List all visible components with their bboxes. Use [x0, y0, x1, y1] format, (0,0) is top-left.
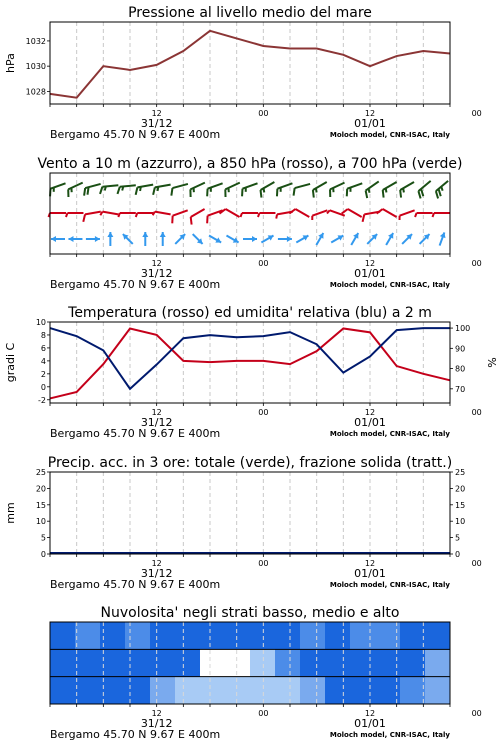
- wind-barb: [188, 209, 208, 225]
- model-credit: Moloch model, CNR-ISAC, Italy: [329, 731, 450, 739]
- wind-barb: [117, 185, 137, 194]
- cloud-cell: [175, 622, 201, 649]
- wind-barb: [240, 183, 260, 196]
- wind-barb: [82, 212, 102, 222]
- cloud-cell: [275, 622, 301, 649]
- cloud-cell: [425, 649, 451, 676]
- wind-barb: [349, 231, 361, 246]
- wind-barb: [173, 232, 187, 246]
- y-tick-label: 1028: [25, 87, 46, 97]
- y2-tick-label: 15: [455, 500, 466, 510]
- location-label: Bergamo 45.70 N 9.67 E 400m: [50, 728, 221, 741]
- wind-barb: [66, 213, 84, 217]
- date-label: 01/01: [354, 717, 386, 730]
- wind-barb: [384, 231, 396, 246]
- wind-barb: [107, 232, 113, 246]
- cloud-cell: [425, 677, 451, 704]
- cloud-cell: [350, 649, 376, 676]
- cloud-cell: [350, 622, 376, 649]
- chart-title-4: Precip. acc. in 3 ore: totale (verde), frazione solida (tratt.): [47, 455, 453, 471]
- y2-axis-label: %: [485, 357, 498, 368]
- wind-barb: [292, 184, 312, 196]
- y2-tick-label: 0: [455, 550, 461, 559]
- cloud-cell: [325, 677, 351, 704]
- x-tick-label: 00: [471, 559, 482, 568]
- wind-barb: [170, 210, 190, 223]
- date-label: 31/12: [140, 416, 173, 429]
- wind-barb: [260, 233, 275, 245]
- wind-barb: [48, 183, 68, 196]
- wind-barb: [136, 213, 154, 217]
- wind-barb: [400, 232, 414, 246]
- cloud-cell: [200, 649, 226, 676]
- cloud-cell: [400, 677, 426, 704]
- cloud-cell: [350, 677, 376, 704]
- date-label: 01/01: [354, 267, 386, 280]
- cloud-cell: [400, 649, 426, 676]
- wind-barb: [134, 185, 154, 195]
- cloud-cell: [325, 622, 351, 649]
- cloud-cell: [75, 649, 101, 676]
- date-label: 31/12: [140, 117, 173, 130]
- wind-barb: [121, 232, 135, 246]
- y2-tick-label: 20: [455, 484, 466, 494]
- x-tick-label: 00: [258, 408, 269, 417]
- y-axis-label: mm: [4, 502, 17, 524]
- cloud-cell: [250, 677, 276, 704]
- wind-barb: [223, 183, 243, 197]
- wind-barb: [416, 181, 435, 199]
- wind-barb: [49, 213, 67, 217]
- x-tick-label: 00: [258, 109, 269, 118]
- y-axis-label: hPa: [4, 53, 17, 73]
- wind-barb: [86, 236, 100, 242]
- cloud-cell: [50, 677, 76, 704]
- date-label: 01/01: [354, 567, 386, 580]
- date-label: 01/01: [354, 117, 386, 130]
- wind-barb: [327, 210, 345, 220]
- y-tick-label: 15: [35, 500, 46, 510]
- x-tick-label: 12: [364, 709, 376, 718]
- cloud-cell: [200, 677, 226, 704]
- location-label: Bergamo 45.70 N 9.67 E 400m: [50, 278, 221, 291]
- cloud-cell: [50, 649, 76, 676]
- y2-tick-label: 100: [455, 324, 471, 334]
- y-axis-label: gradi C: [4, 342, 17, 383]
- y2-tick-label: 5: [455, 533, 461, 543]
- cloud-cell: [300, 677, 326, 704]
- x-tick-label: 12: [151, 259, 162, 268]
- x-tick-label: 00: [258, 559, 269, 568]
- y2-tick-label: 25: [455, 468, 466, 477]
- cloud-cell: [125, 649, 151, 676]
- x-tick-label: 12: [151, 408, 162, 417]
- y-tick-label: 4: [40, 356, 46, 366]
- wind-barb: [188, 183, 208, 197]
- x-tick-label: 00: [471, 259, 482, 268]
- cloud-cell: [75, 622, 101, 649]
- cloud-cell: [275, 649, 301, 676]
- x-tick-label: 00: [471, 109, 482, 118]
- cloud-cell: [175, 649, 201, 676]
- wind-barb: [225, 233, 240, 245]
- wind-barb: [310, 182, 330, 198]
- cloud-cell: [250, 622, 276, 649]
- x-tick-label: 12: [364, 408, 376, 417]
- wind-barb: [314, 231, 326, 246]
- pressure-line: [50, 31, 450, 98]
- y-tick-label: 20: [35, 484, 46, 494]
- cloud-cell: [150, 622, 176, 649]
- date-label: 31/12: [140, 267, 173, 280]
- wind-barb: [363, 181, 383, 198]
- wind-barb: [258, 213, 276, 217]
- wind-barb: [311, 210, 329, 220]
- location-label: Bergamo 45.70 N 9.67 E 400m: [50, 578, 221, 591]
- x-tick-label: 12: [151, 559, 162, 568]
- wind-barb: [344, 183, 364, 196]
- y-tick-label: 25: [35, 468, 46, 477]
- wind-barb: [142, 232, 148, 246]
- chart-title-5: Nuvolosita' negli strati basso, medio e alto: [100, 605, 400, 621]
- wind-barb: [65, 183, 85, 197]
- y2-tick-label: 90: [455, 344, 466, 354]
- plot-frame: [50, 22, 450, 104]
- x-tick-label: 00: [258, 259, 269, 268]
- model-credit: Moloch model, CNR-ISAC, Italy: [329, 281, 450, 289]
- y2-tick-label: 10: [455, 517, 466, 527]
- wind-barb: [160, 232, 166, 246]
- location-label: Bergamo 45.70 N 9.67 E 400m: [50, 427, 221, 440]
- wind-barb: [241, 213, 259, 217]
- location-label: Bergamo 45.70 N 9.67 E 400m: [50, 128, 221, 141]
- cloud-cell: [400, 622, 426, 649]
- wind-barb: [243, 236, 257, 242]
- wind-barb: [170, 184, 190, 196]
- wind-barb: [433, 213, 451, 217]
- cloud-cell: [250, 649, 276, 676]
- plot-frame: [50, 322, 450, 403]
- cloud-cell: [425, 622, 451, 649]
- date-label: 01/01: [354, 416, 386, 429]
- wind-barb: [258, 182, 278, 198]
- wind-barb: [327, 183, 347, 197]
- chart-title-2: Vento a 10 m (azzurro), a 850 hPa (rosso), a 700 hPa (verde): [37, 156, 463, 172]
- wind-barb: [289, 208, 309, 224]
- x-tick-label: 00: [471, 408, 482, 417]
- y2-tick-label: 80: [455, 364, 466, 374]
- wind-barb: [153, 211, 171, 218]
- y-tick-label: 6: [40, 343, 46, 353]
- cloud-cell: [275, 677, 301, 704]
- chart-title-3: Temperatura (rosso) ed umidita' relativa (blu) a 2 m: [68, 305, 432, 321]
- y-tick-label: 0: [40, 550, 46, 559]
- wind-barb: [152, 185, 172, 195]
- wind-barb: [205, 183, 225, 196]
- x-tick-label: 12: [364, 259, 376, 268]
- cloud-cell: [325, 649, 351, 676]
- y-tick-label: 2: [40, 369, 46, 379]
- chart-title-1: Pressione al livello medio del mare: [128, 5, 372, 21]
- cloud-cell: [225, 649, 251, 676]
- wind-barb: [377, 208, 397, 224]
- x-tick-label: 12: [151, 709, 162, 718]
- y-tick-label: 1030: [25, 62, 46, 72]
- wind-barb: [82, 184, 102, 196]
- model-credit: Moloch model, CNR-ISAC, Italy: [329, 430, 450, 438]
- wind-barb: [118, 213, 135, 217]
- wind-barb: [191, 232, 205, 246]
- y2-tick-label: 70: [455, 384, 466, 394]
- wind-barb: [275, 183, 295, 196]
- x-tick-label: 12: [364, 109, 376, 118]
- cloud-cell: [175, 677, 201, 704]
- cloud-cell: [300, 622, 326, 649]
- temperature-line: [50, 328, 450, 398]
- y-tick-label: 5: [40, 533, 46, 543]
- cloud-cell: [50, 622, 76, 649]
- cloud-cell: [150, 649, 176, 676]
- y-tick-label: 1032: [25, 36, 46, 46]
- wind-barb: [68, 236, 82, 242]
- cloud-cell: [125, 677, 151, 704]
- x-tick-label: 12: [364, 559, 376, 568]
- x-tick-label: 00: [471, 709, 482, 718]
- wind-barb: [330, 233, 345, 245]
- y-tick-label: -2: [38, 395, 46, 405]
- y-tick-label: 8: [40, 330, 46, 340]
- cloud-cell: [200, 622, 226, 649]
- model-credit: Moloch model, CNR-ISAC, Italy: [329, 581, 450, 589]
- date-label: 31/12: [140, 567, 173, 580]
- y-tick-label: 10: [35, 517, 46, 527]
- wind-barb: [295, 233, 310, 245]
- cloud-cell: [150, 677, 176, 704]
- date-label: 31/12: [140, 717, 173, 730]
- wind-barb: [365, 232, 379, 246]
- plot-frame: [50, 472, 450, 554]
- y-tick-label: 0: [40, 382, 46, 392]
- y-tick-label: 10: [35, 318, 46, 327]
- wind-barb: [417, 232, 431, 246]
- cloud-cell: [225, 622, 251, 649]
- wind-barb: [398, 182, 418, 198]
- x-tick-label: 12: [151, 109, 162, 118]
- wind-barb: [99, 185, 119, 194]
- wind-barb: [398, 210, 416, 220]
- wind-barb: [51, 236, 65, 242]
- model-credit: Moloch model, CNR-ISAC, Italy: [329, 131, 450, 139]
- cloud-cell: [225, 677, 251, 704]
- wind-barb: [437, 231, 447, 246]
- cloud-cell: [75, 677, 101, 704]
- cloud-cell: [300, 649, 326, 676]
- x-tick-label: 00: [258, 709, 269, 718]
- cloud-cell: [125, 622, 151, 649]
